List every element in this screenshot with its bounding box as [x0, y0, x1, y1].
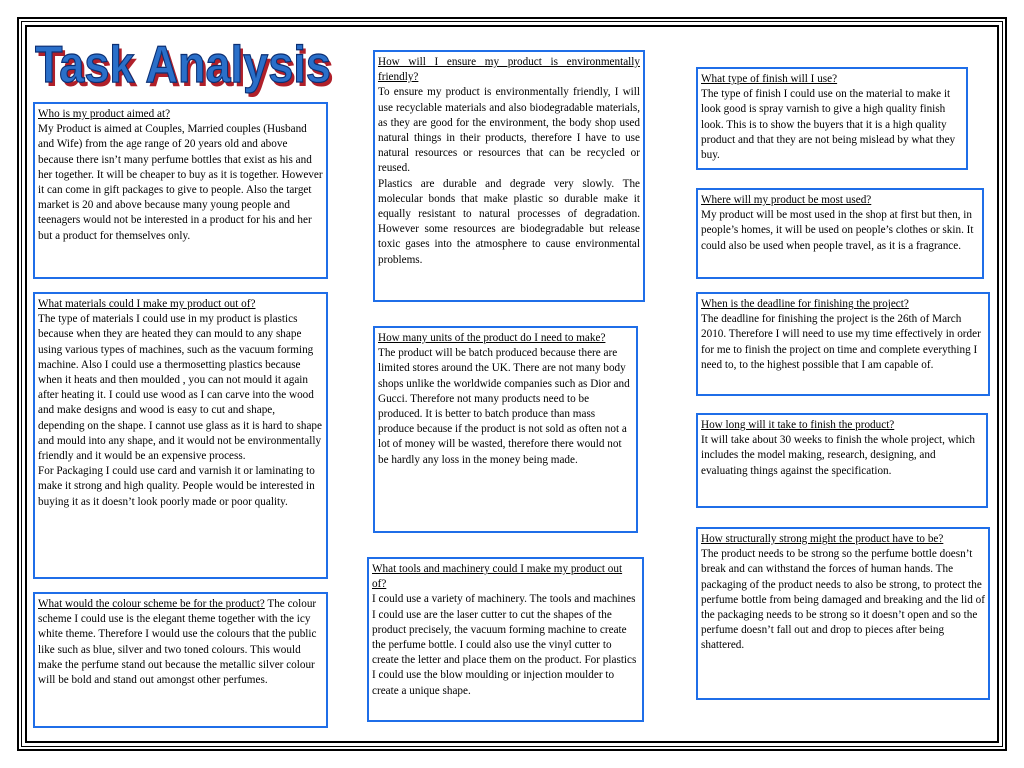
section-answer: The colour scheme I could use is the elegant theme together with the icy white theme. Therefore I would use the colours that the public like such as blue, silver and two toned colours. This would make the perfume stand out because the metallic silver colour will be bold and stand out amongst other perfumes. — [38, 598, 317, 687]
section-where-used — [696, 188, 984, 279]
section-question: What tools and machinery could I make my product out of? — [372, 563, 623, 591]
section-answer: The type of materials I could use in my product is plastics because when they are heated they can mould to any shape using various types of machines, such as the vacuum forming machine. Also I could use a thermosetting plastics because when it heats and then moulded , you can not mould it again after heating it. I could use wood as I can carve into the wood and make designs and wood is easy to cut and shape, depending on the shape. I cannot use glass as it is hard to shape and mould into any shape, and it would not be environmentally friendly and it would be an expensive process. — [38, 313, 322, 463]
section-units — [373, 326, 638, 533]
section-duration — [696, 413, 988, 508]
section-question: What materials could I make my product out of? — [38, 298, 256, 310]
section-question: How long will it take to finish the product? — [701, 419, 895, 431]
section-answer: My product will be most used in the shop at first but then, in people’s homes, it will be used on people’s clothes or skin. It could also be used when people travel, as it is a fragrance. — [701, 209, 974, 252]
section-colour-scheme — [33, 592, 328, 728]
section-answer: The product will be batch produced because there are limited stores around the UK. There are not many body shops unlike the worldwide companies such as Dior and Gucci. Therefore not many products need to be produced. It is better to batch produce than mass produce because if the product is not sold as often not a lot of money will be wasted, therefore there would not be hardly any loss in the money being made. — [378, 347, 630, 466]
section-answer: The deadline for finishing the project is the 26th of March 2010. Therefore I will need to use my time effectively in order for me to finish the project on time and complete everything I need to, to the highest possible that I am capable of. — [701, 313, 981, 371]
section-finish — [696, 67, 968, 170]
section-target-audience — [33, 102, 328, 279]
section-answer-packaging: For Packaging I could use card and varnish it or laminating to make it strong and high quality. People would be interested in buying it as it doesn’t look poorly made or poor quality. — [38, 465, 315, 508]
section-question: When is the deadline for finishing the project? — [701, 298, 909, 310]
section-question: What would the colour scheme be for the product? — [38, 598, 265, 610]
section-question: Who is my product aimed at? — [38, 108, 171, 120]
title-text: Task Analysis — [35, 36, 331, 94]
section-environment — [373, 50, 645, 302]
section-question: How many units of the product do I need to make? — [378, 332, 606, 344]
section-answer: To ensure my product is environmentally friendly, I will use recyclable materials and also biodegradable materials, as they are good for the environment, the body shop used natural things in their products, therefore I have to use natural resources or resources that can be recycled or reused. — [378, 86, 640, 175]
section-question: How structurally strong might the product have to be? — [701, 533, 944, 545]
title-shadow: Task Analysis — [38, 40, 334, 98]
section-answer: It will take about 30 weeks to finish the whole project, which includes the model making, research, designing, and evaluating things against the specification. — [701, 434, 976, 477]
section-answer: My Product is aimed at Couples, Married couples (Husband and Wife) from the age range of 20 years old and above because there isn’t many perfume bottles that exist as his and her together. It will be cheaper to buy as it is together. However it can come in gift packages to give to people. Also the target market is 20 and above because many young people and teenagers would not be interested in a product for his and her but a product for themselves only. — [38, 123, 323, 242]
section-answer: The type of finish I could use on the material to make it look good is spray varnish to give a high quality finish look. This is to show the buyers that it is a high quality product and that they are not being mislead by what they buy. — [701, 88, 956, 162]
section-answer-plastics: Plastics are durable and degrade very slowly. The molecular bonds that make plastic so durable make it equally resistant to natural processes of degradation. However some resources are biodegradable but release toxic gases into the atmosphere to cause environmental problems. — [378, 177, 640, 266]
section-tools — [367, 557, 644, 722]
section-question: What type of finish will I use? — [701, 73, 838, 85]
page-title — [32, 30, 342, 100]
section-deadline — [696, 292, 990, 396]
section-answer: The product needs to be strong so the perfume bottle doesn’t break and can withstand the forces of human hands. The packaging of the product needs to also be strong, to protect the perfume bottle from being damaged and breaking and the lid of the packaging needs to be strong so it doesn’t open and so the perfume doesn’t fall out and drop to pieces after being shattered. — [701, 548, 985, 652]
section-question: How will I ensure my product is environmentally friendly? — [378, 56, 640, 84]
section-answer: I could use a variety of machinery. The tools and machines I could use are the laser cutter to cut the shapes of the product precisely, the vacuum forming machine to create the perfume bottle. I could also use the vinyl cutter to create the letter and place them on the product. For plastics I could use the blow moulding or injection moulder to create a unique shape. — [372, 593, 637, 697]
section-structural-strength — [696, 527, 990, 700]
section-materials — [33, 292, 328, 579]
section-question: Where will my product be most used? — [701, 194, 872, 206]
